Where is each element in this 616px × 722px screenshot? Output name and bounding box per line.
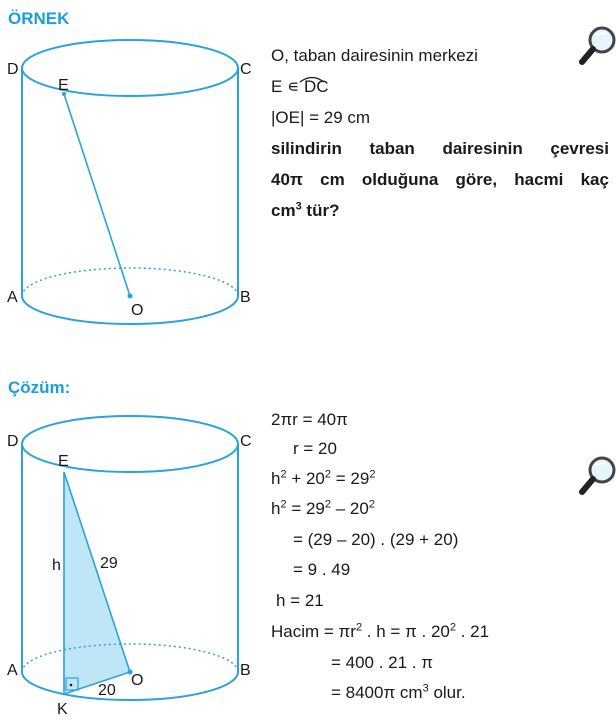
label-C: C bbox=[240, 61, 252, 78]
label-h: h bbox=[52, 557, 61, 574]
label-C: C bbox=[240, 433, 252, 450]
step-2: r = 20 bbox=[293, 439, 337, 458]
problem-line-6: $cm^3$ tür? bbox=[271, 200, 340, 220]
step-4: $h^2 = 29^2 - 20^2$ bbox=[271, 498, 375, 518]
label-D: D bbox=[7, 61, 19, 78]
label-A: A bbox=[7, 289, 18, 306]
problem-line-3: |OE| = 29 cm bbox=[271, 108, 371, 127]
step-10: = 8400π $cm^3$ olur. bbox=[331, 682, 466, 702]
magnifier-icon bbox=[578, 454, 616, 498]
problem-line-5: 40π cm olduğuna göre, hacmi kaç bbox=[271, 170, 609, 189]
label-E: E bbox=[58, 77, 69, 94]
example-heading: ÖRNEK bbox=[8, 9, 70, 28]
label-O: O bbox=[131, 302, 144, 319]
label-E: E bbox=[58, 453, 69, 470]
step-7: h = 21 bbox=[276, 591, 324, 610]
label-D: D bbox=[7, 433, 19, 450]
label-K: K bbox=[57, 701, 68, 718]
problem-line-2: E ∊ DC bbox=[271, 71, 611, 102]
solution-heading: Çözüm: bbox=[8, 378, 71, 397]
label-O: O bbox=[131, 672, 144, 689]
arc-mark-icon bbox=[297, 73, 327, 83]
label-hypotenuse: 29 bbox=[100, 555, 118, 572]
problem-line-4: silindirin taban dairesinin çevresi bbox=[271, 139, 609, 158]
step-5: = (29 – 20) . (29 + 20) bbox=[293, 530, 459, 549]
problem-statement bbox=[271, 40, 611, 226]
problem-line-1: O, taban dairesinin merkezi bbox=[271, 46, 478, 65]
step-1: 2πr = 40π bbox=[271, 410, 348, 429]
step-3: $h^2 + 20^2 = 29^2$ bbox=[271, 468, 376, 488]
step-9: = 400 . 21 . π bbox=[331, 653, 433, 672]
step-8: Hacim = $\pi r^2$ . h = π . $20^2$ . 21 bbox=[271, 621, 490, 641]
label-B: B bbox=[240, 289, 251, 306]
label-B: B bbox=[240, 662, 251, 679]
label-A: A bbox=[7, 662, 18, 679]
label-base: 20 bbox=[98, 682, 116, 699]
right-triangle bbox=[64, 472, 130, 694]
magnifier-icon bbox=[578, 24, 616, 68]
step-6: = 9 . 49 bbox=[293, 560, 351, 579]
